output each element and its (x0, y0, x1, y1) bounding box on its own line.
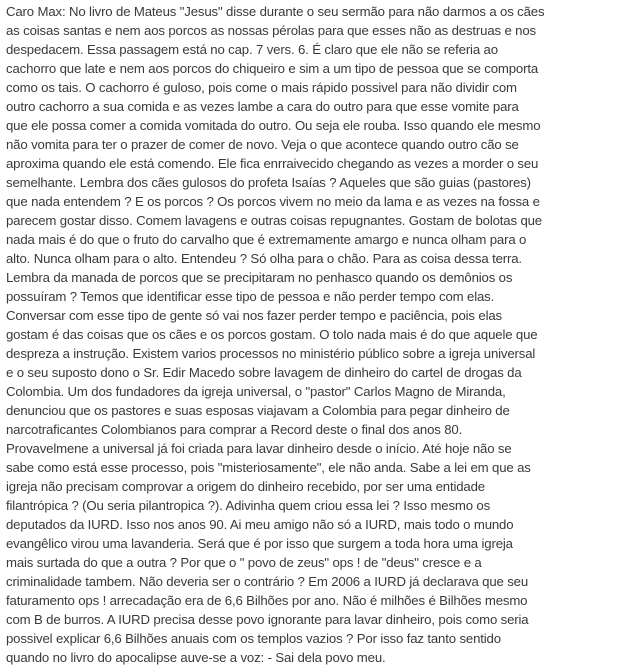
comment-body (6, 2, 616, 667)
comment-line: outro cachorro a sua comida e as vezes lambe a cara do outro para que esse vomite para (6, 99, 519, 114)
comment-line: Caro Max: No livro de Mateus "Jesus" disse durante o seu sermão para não darmos a os cães (6, 4, 545, 19)
comment-line: com B de burros. A IURD precisa desse povo ignorante para lavar dinheiro, pois como seria (6, 612, 529, 627)
comment-line: Colombia. Um dos fundadores da igreja universal, o "pastor" Carlos Magno de Miranda, (6, 384, 506, 399)
comment-line: alto. Nunca olham para o alto. Entendeu ? Só olha para o chão. Para as coisa dessa terra. (6, 251, 522, 266)
comment-line: que nada entendem ? E os porcos ? Os porcos vivem no meio da lama e as vezes na fossa e (6, 194, 540, 209)
comment-line: Conversar com esse tipo de gente só vai nos fazer perder tempo e paciência, pois elas (6, 308, 502, 323)
comment-line: que ele possa comer a comida vomitada do outro. Ou seja ele rouba. Isso quando ele mesmo (6, 118, 541, 133)
comment-line: mais surtada do que a outra ? Por que o " povo de zeus" ops ! de "deus" cresce e a (6, 555, 482, 570)
comment-line: filantrópica ? (Ou seria pilantropica ?). Adivinha quem criou essa lei ? Isso mesmo os (6, 498, 491, 513)
comment-line: Lembra da manada de porcos que se precipitaram no penhasco quando os demônios os (6, 270, 513, 285)
comment-line: deputados da IURD. Isso nos anos 90. Ai meu amigo não só a IURD, mais todo o mundo (6, 517, 514, 532)
comment-line: criminalidade tambem. Não deveria ser o contrário ? Em 2006 a IURD já declarava que seu (6, 574, 529, 589)
comment-line: denunciou que os pastores e suas esposas viajavam a Colombia para pegar dinheiro de (6, 403, 510, 418)
comment-line: as coisas santas e nem aos porcos as nossas pérolas para que esses não as destruas e nos (6, 23, 536, 38)
comment-line: nada mais é do que o fruto do carvalho que é extremamente amargo e nunca olham para o (6, 232, 527, 247)
comment-line: sabe como está esse processo, pois "misteriosamente", ele não anda. Sabe a lei em que as (6, 460, 531, 475)
comment-line: como os tais. O cachorro é guloso, pois come o mais rápido possivel para não dividir com (6, 80, 517, 95)
comment-line: gostam é das coisas que os cães e os porcos gostam. O tolo nada mais é do que aquele que (6, 327, 538, 342)
comment-line: quando no livro do apocalipse auve-se a voz: - Sai dela povo meu. (6, 650, 386, 665)
comment-line: possivel explicar 6,6 Bilhões anuais com os templos vazios ? Por isso faz tanto sentido (6, 631, 501, 646)
comment-line: igreja não precisam comprovar a origem do dinheiro recebido, por ser uma entidade (6, 479, 485, 494)
comment-line: Provavelmene a universal já foi criada para lavar dinheiro desde o início. Até hoje não se (6, 441, 512, 456)
comment-line: evangêlico virou uma lavanderia. Será que é por isso que surgem a toda hora uma igreja (6, 536, 513, 551)
comment-line: parecem gostar disso. Comem lavagens e outras coisas repugnantes. Gostam de bolotas que (6, 213, 542, 228)
comment-line: narcotraficantes Colombianos para comprar a Record deste o final dos anos 80. (6, 422, 463, 437)
comment-line: semelhante. Lembra dos cães gulosos do profeta Isaías ? Aqueles que são guias (pastores) (6, 175, 531, 190)
comment-line: despreza a instrução. Existem varios processos no ministério público sobre a igreja universal (6, 346, 536, 361)
comment-line: não vomita para ter o prazer de comer de novo. Veja o que acontece quando outro cão se (6, 137, 519, 152)
comment-line: cachorro que late e nem aos porcos do chiqueiro e sim a um tipo de pessoa que se comporta (6, 61, 539, 76)
comment-line: despedacem. Essa passagem está no cap. 7 vers. 6. É claro que ele não se referia ao (6, 42, 498, 57)
comment-line: faturamento ops ! arrecadação era de 6,6 Bilhões por ano. Não é milhões é Bilhões mesmo (6, 593, 528, 608)
comment-line: e o seu suposto dono o Sr. Edir Macedo sobre lavagem de dinheiro do cartel de drogas da (6, 365, 522, 380)
comment-line: possuíram ? Temos que identificar esse tipo de pessoa e não perder tempo com elas. (6, 289, 495, 304)
comment-line: aproxima quando ele está comendo. Ele fica enrraivecido chegando as vezes a morder o seu (6, 156, 539, 171)
